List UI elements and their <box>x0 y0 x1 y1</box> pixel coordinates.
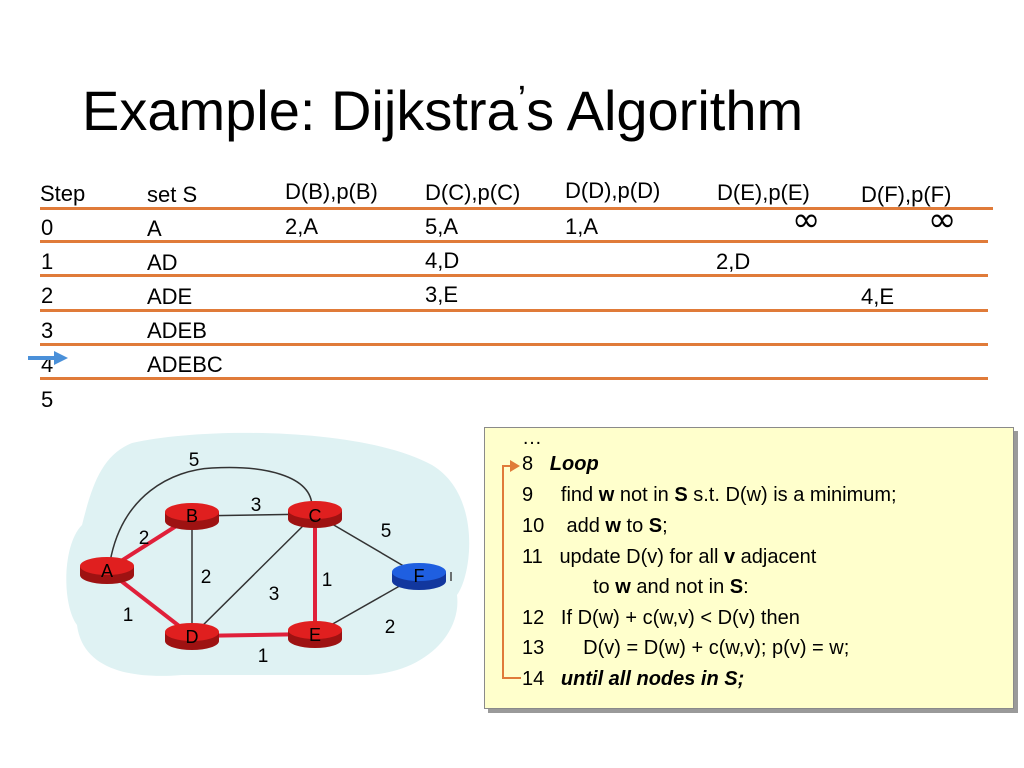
code-line-9: 9 find w not in S s.t. D(w) is a minimum; <box>522 484 897 506</box>
code-line-11: 11 update D(v) for all v adjacent <box>522 546 817 568</box>
weight-a-d: 1 <box>122 605 134 626</box>
svg-text:D: D <box>185 627 199 647</box>
row1-de: 2,D <box>716 249 751 274</box>
row0-dd: 1,A <box>565 214 599 239</box>
table-rule-1 <box>40 240 988 243</box>
step-0: 0 <box>41 215 54 240</box>
set-s-4: ADEBC <box>147 352 223 377</box>
code-ellipsis: … <box>522 427 542 449</box>
row1-dc: 4,D <box>425 248 460 273</box>
row0-dc: 5,A <box>425 214 459 239</box>
header-dd: D(D),p(D) <box>565 178 661 203</box>
row0-db: 2,A <box>285 214 319 239</box>
svg-text:B: B <box>185 506 199 526</box>
code-line-8: 8 Loop <box>522 453 599 475</box>
loop-bracket-icon <box>491 456 525 682</box>
header-step: Step <box>40 181 86 206</box>
code-line-12: 12 If D(w) + c(w,v) < D(v) then <box>522 607 800 629</box>
router-c <box>288 501 342 528</box>
set-s-3: ADEB <box>147 318 207 343</box>
row2-dc: 3,E <box>425 282 459 307</box>
step-5: 5 <box>41 387 54 412</box>
header-set-s: set S <box>147 182 198 207</box>
network-graph <box>62 425 472 680</box>
header-df: D(F),p(F) <box>861 182 952 207</box>
router-d <box>165 623 219 650</box>
svg-text:C: C <box>308 506 322 526</box>
set-s-1: AD <box>147 250 178 275</box>
svg-text:F: F <box>413 566 425 586</box>
set-s-0: A <box>147 216 162 241</box>
network-cloud <box>66 433 469 676</box>
weight-c-f: 5 <box>380 521 392 542</box>
step-2: 2 <box>41 283 54 308</box>
svg-text:A: A <box>100 561 114 581</box>
row0-df: ∞ <box>928 200 957 240</box>
step-3: 3 <box>41 318 54 343</box>
row0-de: ∞ <box>792 200 821 240</box>
weight-b-c: 3 <box>250 495 262 516</box>
table-rule-0 <box>40 207 993 210</box>
slide-title: Example: Dijkstra’s Algorithm <box>82 79 804 142</box>
weight-b-d: 2 <box>200 567 212 588</box>
code-line-11-cont: to w and not in S: <box>593 576 749 598</box>
router-b <box>165 503 219 530</box>
code-line-10: 10 add w to S; <box>522 515 668 537</box>
table-rule-2 <box>40 274 988 277</box>
current-step-arrow-icon <box>26 348 70 368</box>
code-line-14: 14 until all nodes in S; <box>522 668 745 690</box>
weight-c-e: 1 <box>321 570 333 591</box>
header-db: D(B),p(B) <box>285 179 378 204</box>
weight-a-c: 5 <box>188 450 200 471</box>
pseudocode-box <box>484 427 1014 709</box>
weight-a-b: 2 <box>138 528 150 549</box>
step-4: 4 <box>41 352 54 377</box>
set-s-2: ADE <box>147 284 193 309</box>
svg-text:E: E <box>308 625 322 645</box>
weight-d-e: 1 <box>257 646 269 667</box>
header-de: D(E),p(E) <box>717 180 810 205</box>
router-a <box>80 557 134 584</box>
step-1: 1 <box>41 249 54 274</box>
weight-d-c: 3 <box>268 584 280 605</box>
weight-e-f: 2 <box>384 617 396 638</box>
code-line-13: 13 D(v) = D(w) + c(w,v); p(v) = w; <box>522 637 850 659</box>
row2-df: 4,E <box>861 284 895 309</box>
router-e <box>288 621 342 648</box>
header-dc: D(C),p(C) <box>425 180 521 205</box>
